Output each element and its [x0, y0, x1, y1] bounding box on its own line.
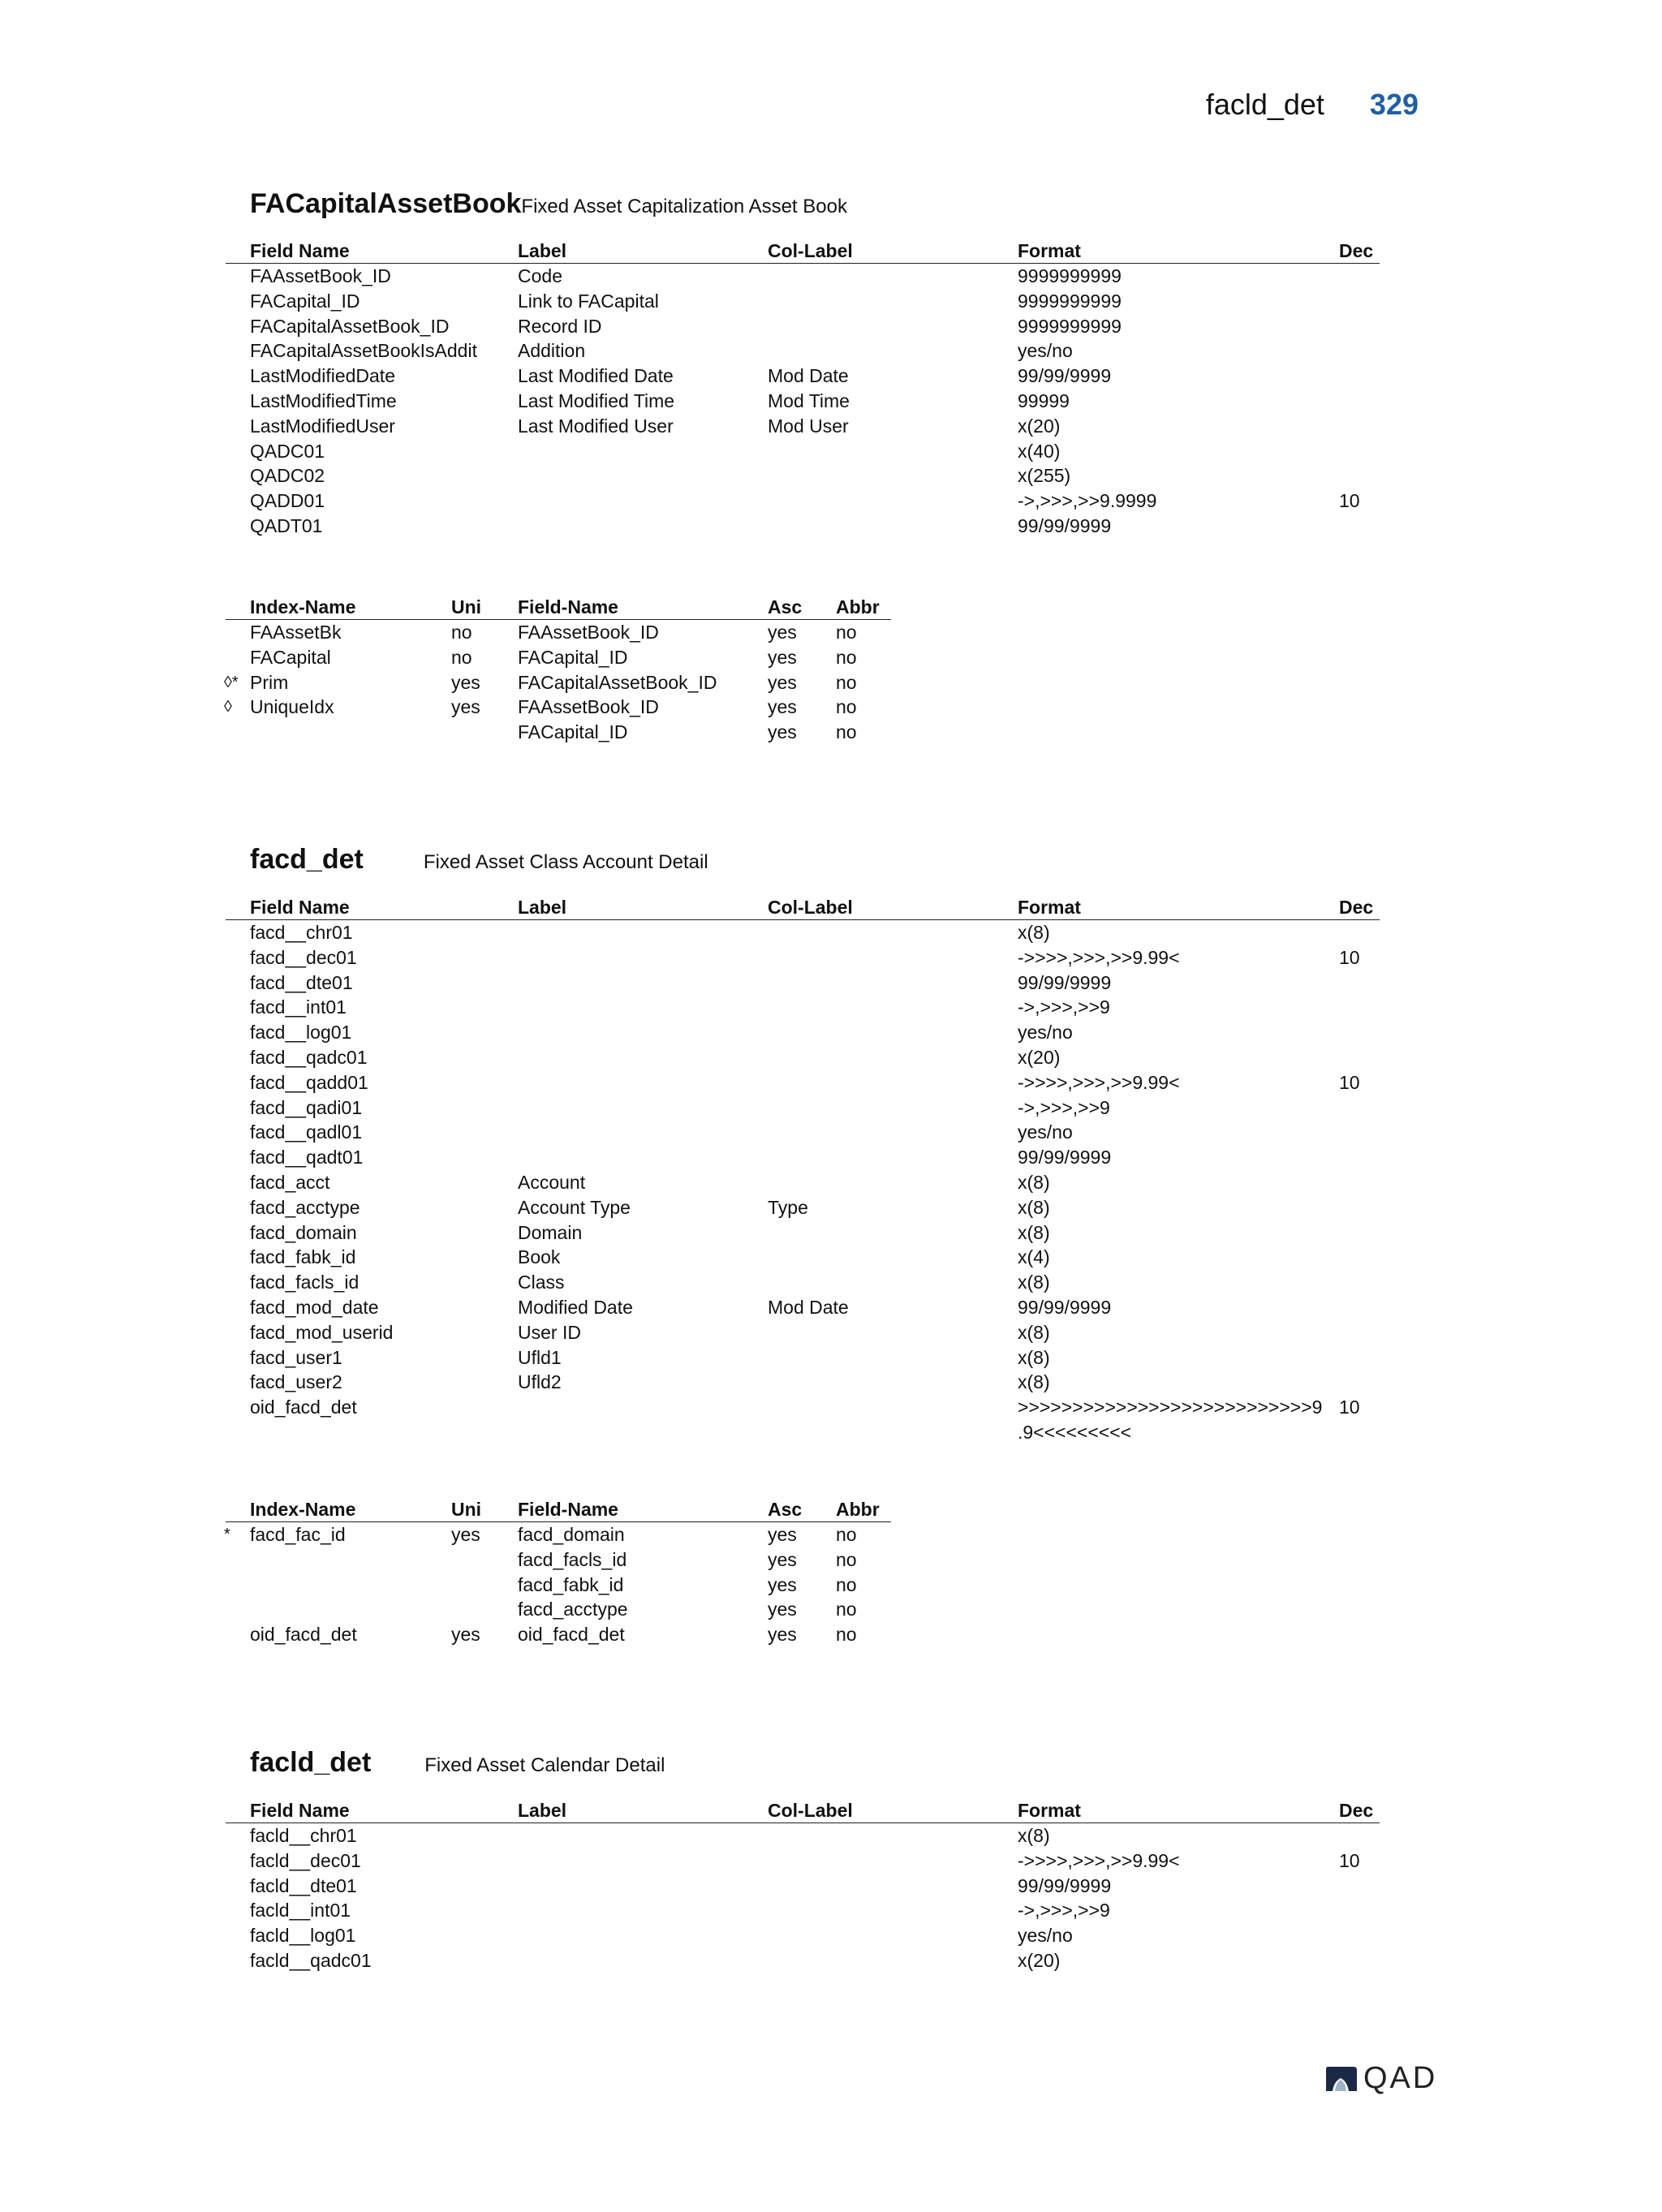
column-header: Asc: [768, 596, 803, 618]
table-cell: ->>>>,>>>,>>9.99<: [1018, 946, 1180, 968]
table-cell: FACapitalAssetBook_ID: [518, 671, 717, 693]
table-cell: Type: [768, 1196, 808, 1218]
column-header: Format: [1018, 897, 1081, 918]
table-cell: x(8): [1018, 922, 1050, 943]
table-cell: 99/99/9999: [1018, 1874, 1112, 1896]
table-cell: LastModifiedTime: [250, 389, 397, 411]
table-cell: Mod User: [768, 415, 849, 437]
table-cell: yes: [451, 1624, 480, 1646]
table-cell: 99/99/9999: [1018, 1147, 1112, 1168]
table-cell: Last Modified User: [518, 415, 674, 437]
table-cell: x(8): [1018, 1196, 1050, 1218]
table-cell: yes: [768, 1624, 797, 1646]
table-cell: facd_fac_id: [250, 1524, 346, 1545]
column-header: Format: [1018, 1800, 1081, 1821]
page-number: 329: [1369, 88, 1419, 121]
index-table-header: [226, 1497, 891, 1522]
table-row: [226, 289, 1380, 314]
table-row: [226, 1395, 1380, 1420]
table-row: [226, 1195, 1380, 1220]
index-marker: ◊*: [224, 673, 239, 691]
field-table-2: [226, 895, 1380, 1445]
table-row: [226, 1220, 1380, 1246]
table-row: [226, 970, 1380, 996]
table-cell: 10: [1339, 490, 1360, 512]
table-cell: Class: [518, 1272, 565, 1293]
table-cell: no: [836, 671, 857, 693]
table-cell: QADC01: [250, 440, 325, 462]
field-table-3: [226, 1798, 1380, 1973]
table-row: [226, 1848, 1380, 1874]
table-name: facd_det: [250, 844, 364, 875]
table-cell: yes: [451, 1524, 480, 1545]
table-cell: x(8): [1018, 1346, 1050, 1368]
table-row: [226, 1295, 1380, 1320]
table-cell: yes/no: [1018, 1022, 1073, 1044]
table-cell: 9999999999: [1018, 265, 1122, 286]
table-cell: no: [836, 1573, 857, 1595]
table-cell: facd_facls_id: [518, 1548, 627, 1570]
table-cell: yes/no: [1018, 340, 1073, 362]
table-row: [226, 1145, 1380, 1170]
table-row: [226, 670, 891, 695]
table-cell: facd__dte01: [250, 971, 353, 993]
table-cell: Prim: [250, 671, 289, 693]
table-cell: yes: [451, 696, 480, 718]
table-title-3: [250, 1747, 665, 1779]
table-cell: facld__chr01: [250, 1825, 357, 1846]
column-header: Dec: [1339, 897, 1374, 918]
table-row: [226, 695, 891, 720]
table-cell: User ID: [518, 1321, 581, 1343]
table-cell: no: [451, 622, 472, 643]
column-header: Field Name: [250, 1800, 350, 1821]
column-header: Col-Label: [768, 897, 853, 918]
table-cell: 99/99/9999: [1018, 971, 1112, 993]
table-cell: no: [836, 1624, 857, 1646]
table-cell: x(40): [1018, 440, 1061, 462]
table-cell: x(8): [1018, 1321, 1050, 1343]
table-description: Fixed Asset Capitalization Asset Book: [521, 196, 847, 217]
table-cell: QADC02: [250, 465, 325, 487]
table-cell: ->>>>,>>>,>>9.99<: [1018, 1849, 1180, 1871]
field-table-1: [226, 239, 1380, 539]
column-header: Field-Name: [518, 596, 618, 618]
table-cell: Mod Time: [768, 389, 850, 411]
table-cell: oid_facd_det: [250, 1624, 357, 1646]
table-cell: yes: [768, 1548, 797, 1570]
table-row: [226, 463, 1380, 488]
table-cell: QADT01: [250, 514, 323, 536]
table-cell: no: [836, 1599, 857, 1620]
table-cell: facld__dec01: [250, 1849, 361, 1871]
table-row: [226, 1020, 1380, 1045]
table-cell: yes: [451, 671, 480, 693]
column-header: Abbr: [836, 596, 880, 618]
column-header: Label: [518, 1800, 567, 1821]
table-row: [226, 414, 1380, 439]
table-cell: facd__qadc01: [250, 1046, 368, 1068]
table-row: [226, 1573, 891, 1598]
table-row: [226, 1898, 1380, 1923]
column-header: Dec: [1339, 240, 1374, 261]
column-header: Dec: [1339, 1800, 1374, 1821]
table-cell: 9999999999: [1018, 290, 1122, 312]
table-cell: >>>>>>>>>>>>>>>>>>>>>>>>>>>9: [1018, 1396, 1323, 1418]
table-description: Fixed Asset Class Account Detail: [423, 851, 708, 873]
table-cell: facld__dte01: [250, 1874, 357, 1896]
table-cell: ->,>>>,>>9: [1018, 996, 1110, 1018]
page-header: [1206, 88, 1419, 136]
table-title-2: [250, 844, 708, 876]
table-cell: no: [836, 622, 857, 643]
table-cell: FACapitalAssetBook_ID: [250, 315, 450, 337]
column-header: Uni: [451, 596, 482, 618]
table-cell: FACapital: [250, 646, 331, 668]
table-cell: facd__chr01: [250, 922, 353, 943]
table-row: [226, 1874, 1380, 1899]
table-row: [226, 645, 891, 670]
table-cell: 99/99/9999: [1018, 365, 1112, 387]
table-cell: no: [836, 646, 857, 668]
index-table-1: [226, 595, 891, 745]
table-row: [226, 1547, 891, 1573]
table-cell: 10: [1339, 1071, 1360, 1093]
table-cell: facld__int01: [250, 1900, 351, 1922]
table-row: [226, 1095, 1380, 1121]
table-cell: Modified Date: [518, 1296, 633, 1318]
table-cell: Link to FACapital: [518, 290, 659, 312]
table-name: FACapitalAssetBook: [250, 188, 522, 219]
table-cell: facd_acctype: [250, 1196, 360, 1218]
table-cell: no: [836, 1524, 857, 1545]
table-cell: yes: [768, 1573, 797, 1595]
table-cell: facd_fabk_id: [250, 1246, 356, 1268]
table-cell: Record ID: [518, 315, 602, 337]
table-cell: 10: [1339, 946, 1360, 968]
table-cell: facd__qadd01: [250, 1071, 368, 1093]
table-cell: no: [836, 696, 857, 718]
table-cell: facd__qadl01: [250, 1121, 363, 1143]
table-row: [226, 1622, 891, 1647]
table-cell: facd__qadt01: [250, 1147, 364, 1168]
table-cell: yes: [768, 721, 797, 743]
table-row: [226, 1823, 1380, 1848]
table-cell: QADD01: [250, 490, 325, 512]
table-cell: yes: [768, 646, 797, 668]
index-marker: ◊: [224, 698, 232, 717]
table-cell: 99999: [1018, 389, 1070, 411]
column-header: Format: [1018, 240, 1081, 261]
table-cell: Account Type: [518, 1196, 631, 1218]
table-row: [226, 1948, 1380, 1973]
column-header: Col-Label: [768, 1800, 853, 1821]
table-cell: x(20): [1018, 1949, 1061, 1971]
table-cell: no: [836, 721, 857, 743]
table-cell: oid_facd_det: [518, 1624, 625, 1646]
table-cell: yes: [768, 622, 797, 643]
table-row: [226, 338, 1380, 364]
table-cell: x(8): [1018, 1825, 1050, 1846]
table-cell: x(20): [1018, 1046, 1061, 1068]
table-cell: x(8): [1018, 1221, 1050, 1243]
table-row: [226, 1420, 1380, 1445]
table-cell: facd_acctype: [518, 1599, 628, 1620]
table-cell: x(4): [1018, 1246, 1050, 1268]
table-cell: facd_user2: [250, 1371, 342, 1393]
table-cell: facd__log01: [250, 1022, 352, 1044]
table-cell: ->>>>,>>>,>>9.99<: [1018, 1071, 1180, 1093]
table-cell: Last Modified Date: [518, 365, 674, 387]
table-cell: Ufld1: [518, 1346, 562, 1368]
table-cell: Mod Date: [768, 365, 849, 387]
table-row: [226, 620, 891, 645]
table-cell: no: [451, 646, 472, 668]
qad-logo: [1324, 2061, 1437, 2096]
table-cell: Last Modified Time: [518, 389, 675, 411]
table-cell: LastModifiedUser: [250, 415, 395, 437]
table-cell: facd_domain: [518, 1524, 625, 1545]
table-cell: Mod Date: [768, 1296, 849, 1318]
table-cell: FACapitalAssetBookIsAddit: [250, 340, 477, 362]
table-row: [226, 1170, 1380, 1195]
column-header: Label: [518, 240, 567, 261]
table-cell: facd__int01: [250, 996, 347, 1018]
column-header: Abbr: [836, 1499, 880, 1520]
table-row: [226, 1270, 1380, 1295]
table-cell: .9<<<<<<<<<: [1018, 1421, 1132, 1443]
column-header: Asc: [768, 1499, 803, 1520]
table-cell: yes/no: [1018, 1121, 1073, 1143]
table-cell: FAAssetBook_ID: [518, 622, 659, 643]
table-cell: yes/no: [1018, 1925, 1073, 1947]
column-header: Index-Name: [250, 596, 356, 618]
table-row: [226, 264, 1380, 289]
table-row: [226, 1370, 1380, 1395]
table-cell: FAAssetBook_ID: [250, 265, 391, 286]
table-cell: ->,>>>,>>9: [1018, 1900, 1110, 1922]
column-header: Field Name: [250, 240, 350, 261]
index-table-2: [226, 1497, 891, 1647]
field-table-header: [226, 1798, 1380, 1823]
field-table-header: [226, 239, 1380, 264]
qad-logo-icon: [1324, 2065, 1358, 2093]
table-row: [226, 1070, 1380, 1095]
column-header: Field-Name: [518, 1499, 618, 1520]
table-name: facld_det: [250, 1747, 372, 1778]
table-row: [226, 314, 1380, 339]
table-cell: facd_mod_date: [250, 1296, 379, 1318]
table-cell: facd_domain: [250, 1221, 357, 1243]
column-header: Field Name: [250, 897, 350, 918]
table-cell: Addition: [518, 340, 586, 362]
table-cell: x(8): [1018, 1171, 1050, 1193]
table-cell: Book: [518, 1246, 561, 1268]
table-cell: ->,>>>,>>9: [1018, 1096, 1110, 1118]
column-header: Uni: [451, 1499, 482, 1520]
table-row: [226, 1345, 1380, 1371]
table-cell: x(20): [1018, 415, 1061, 437]
table-cell: UniqueIdx: [250, 696, 334, 718]
column-header: Index-Name: [250, 1499, 356, 1520]
table-cell: FAAssetBk: [250, 622, 342, 643]
table-cell: facld__log01: [250, 1925, 356, 1947]
table-row: [226, 389, 1380, 414]
table-cell: yes: [768, 1599, 797, 1620]
table-row: [226, 1045, 1380, 1070]
table-cell: FACapital_ID: [518, 721, 628, 743]
table-cell: facd_mod_userid: [250, 1321, 394, 1343]
table-cell: Code: [518, 265, 562, 286]
running-header-title: facld_det: [1205, 88, 1324, 121]
table-row: [226, 995, 1380, 1020]
table-cell: 99/99/9999: [1018, 1296, 1112, 1318]
logo-text: QAD: [1363, 2061, 1438, 2095]
table-cell: facd__qadi01: [250, 1096, 363, 1118]
table-cell: yes: [768, 696, 797, 718]
column-header: Col-Label: [768, 240, 853, 261]
index-table-header: [226, 595, 891, 620]
table-cell: facd_acct: [250, 1171, 330, 1193]
table-cell: yes: [768, 671, 797, 693]
table-cell: no: [836, 1548, 857, 1570]
table-row: [226, 439, 1380, 464]
table-row: [226, 945, 1380, 970]
table-title-1: [250, 188, 847, 220]
table-row: [226, 1522, 891, 1547]
table-row: [226, 1923, 1380, 1948]
table-row: [226, 364, 1380, 389]
field-table-header: [226, 895, 1380, 920]
table-cell: facd_facls_id: [250, 1272, 360, 1293]
table-cell: facd__dec01: [250, 946, 357, 968]
table-cell: 10: [1339, 1849, 1360, 1871]
table-cell: ->,>>>,>>9.9999: [1018, 490, 1157, 512]
table-cell: FACapital_ID: [250, 290, 360, 312]
table-row: [226, 1120, 1380, 1145]
table-row: [226, 920, 1380, 945]
table-cell: Domain: [518, 1221, 583, 1243]
table-cell: FACapital_ID: [518, 646, 628, 668]
table-row: [226, 1320, 1380, 1345]
table-cell: Ufld2: [518, 1371, 562, 1393]
table-cell: facd_fabk_id: [518, 1573, 624, 1595]
table-cell: yes: [768, 1524, 797, 1545]
index-marker: *: [224, 1526, 230, 1543]
table-cell: facd_user1: [250, 1346, 342, 1368]
table-row: [226, 1597, 891, 1622]
table-description: Fixed Asset Calendar Detail: [424, 1754, 665, 1776]
table-cell: 9999999999: [1018, 315, 1122, 337]
table-cell: Account: [518, 1171, 586, 1193]
table-cell: x(8): [1018, 1371, 1050, 1393]
table-row: [226, 720, 891, 745]
table-row: [226, 514, 1380, 539]
column-header: Label: [518, 897, 567, 918]
table-cell: FAAssetBook_ID: [518, 696, 659, 718]
table-row: [226, 1245, 1380, 1270]
table-cell: oid_facd_det: [250, 1396, 357, 1418]
table-cell: 10: [1339, 1396, 1360, 1418]
table-cell: facld__qadc01: [250, 1949, 372, 1971]
table-cell: x(8): [1018, 1272, 1050, 1293]
table-cell: x(255): [1018, 465, 1071, 487]
table-cell: 99/99/9999: [1018, 514, 1112, 536]
table-row: [226, 488, 1380, 514]
table-cell: LastModifiedDate: [250, 365, 395, 387]
